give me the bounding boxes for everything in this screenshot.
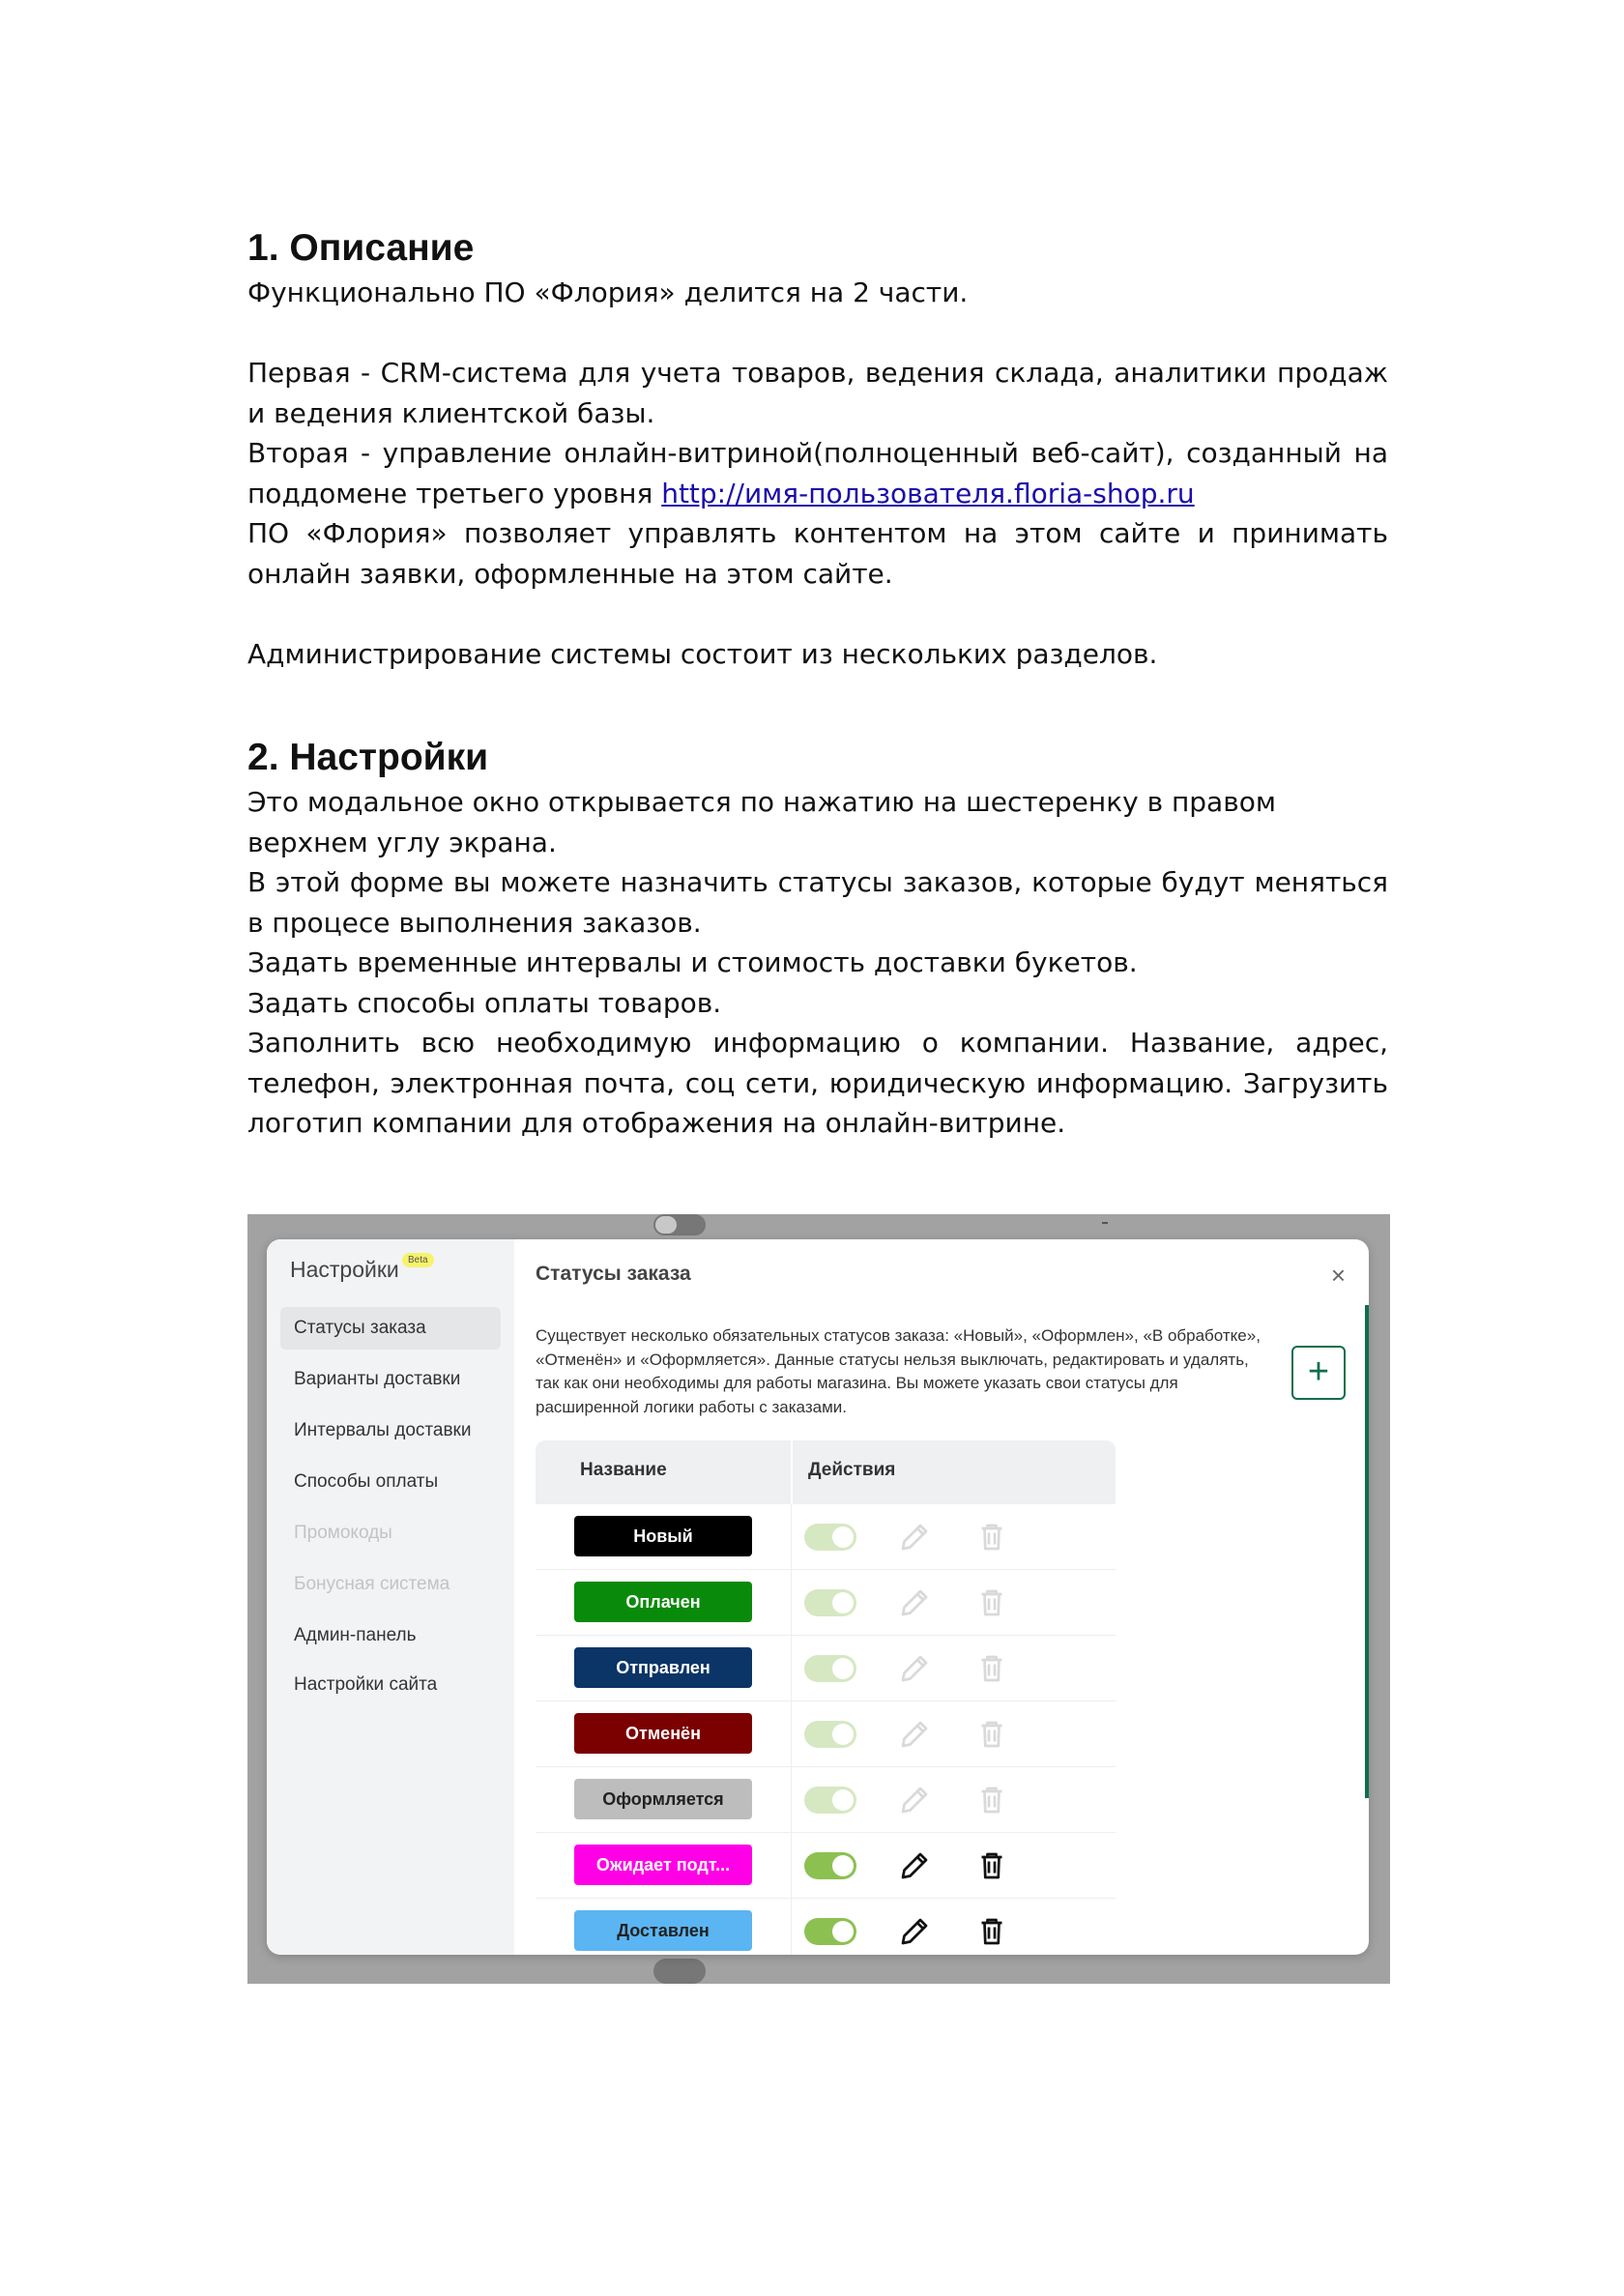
- table-row: [536, 1701, 1116, 1767]
- table-row: [536, 1636, 1116, 1701]
- status-badge: Отправлен: [574, 1647, 752, 1688]
- sidebar-title: Настройки: [290, 1257, 399, 1282]
- section-1-paragraph-3: [247, 433, 1388, 513]
- sidebar-item-site-settings[interactable]: Настройки сайта: [294, 1674, 438, 1695]
- scrollbar[interactable]: [1365, 1305, 1369, 1798]
- sidebar-item-order-statuses[interactable]: Статусы заказа: [280, 1307, 501, 1350]
- delete-icon: [974, 1585, 1009, 1620]
- status-toggle[interactable]: [804, 1852, 856, 1879]
- status-badge: Отменён: [574, 1713, 752, 1754]
- delete-icon: [974, 1717, 1009, 1752]
- table-row: [536, 1833, 1116, 1899]
- sidebar-item-payment-methods[interactable]: Способы оплаты: [294, 1471, 439, 1492]
- section-1-paragraph-2: Первая - CRM-система для учета товаров, ведения склада, аналитики продаж и ведения клиентской базы.: [247, 357, 1388, 429]
- settings-sidebar: [267, 1239, 514, 1955]
- beta-badge: Beta: [402, 1253, 434, 1267]
- background-toggle: [653, 1214, 706, 1235]
- status-toggle: [804, 1787, 856, 1814]
- close-icon[interactable]: ×: [1330, 1261, 1346, 1290]
- modal-title: Статусы заказа: [536, 1263, 691, 1285]
- table-row: [536, 1570, 1116, 1636]
- section-2-paragraph-5: Заполнить всю необходимую информацию о компании. Название, адрес, телефон, электронная почта, соц сети, юридическую информацию. Загрузить логотип компании для отображения на онлайн-витрине.: [247, 1027, 1388, 1139]
- status-toggle: [804, 1589, 856, 1616]
- table-row: [536, 1504, 1116, 1570]
- section-2-paragraph-1: Это модальное окно открывается по нажатию на шестеренку в правом верхнем углу экрана.: [247, 786, 1276, 858]
- status-badge: Оплачен: [574, 1582, 752, 1622]
- add-status-button[interactable]: +: [1291, 1346, 1346, 1400]
- table-header: [536, 1440, 1116, 1504]
- section-2-paragraph-3: Задать временные интервалы и стоимость доставки букетов.: [247, 946, 1138, 978]
- delete-icon[interactable]: [974, 1914, 1009, 1949]
- status-badge: Ожидает подт...: [574, 1845, 752, 1885]
- status-toggle: [804, 1721, 856, 1748]
- section-2-heading: 2. Настройки: [247, 737, 489, 778]
- sidebar-item-admin-panel[interactable]: Админ-панель: [294, 1625, 417, 1645]
- document-body: [247, 224, 1388, 1144]
- edit-icon: [897, 1651, 932, 1686]
- edit-icon: [897, 1783, 932, 1817]
- background-toggle: [653, 1959, 706, 1984]
- column-header-name: Название: [580, 1460, 667, 1480]
- background-dash: [1102, 1222, 1108, 1224]
- edit-icon: [897, 1520, 932, 1555]
- sidebar-item-delivery-intervals[interactable]: Интервалы доставки: [294, 1420, 472, 1440]
- status-toggle[interactable]: [804, 1918, 856, 1945]
- delete-icon: [974, 1520, 1009, 1555]
- delete-icon: [974, 1783, 1009, 1817]
- settings-screenshot: [247, 1214, 1390, 1984]
- section-2-paragraph-4: Задать способы оплаты товаров.: [247, 986, 722, 1019]
- section-2-paragraph-2: В этой форме вы можете назначить статусы заказов, которые будут меняться в процесе выполнения заказов.: [247, 866, 1388, 939]
- table-row: [536, 1767, 1116, 1833]
- section-1-paragraph-5: Администрирование системы состоит из нескольких разделов.: [247, 637, 1158, 670]
- delete-icon: [974, 1651, 1009, 1686]
- status-toggle: [804, 1524, 856, 1551]
- status-badge: Оформляется: [574, 1779, 752, 1819]
- statuses-table: [536, 1440, 1116, 1955]
- status-badge: Новый: [574, 1516, 752, 1556]
- edit-icon: [897, 1585, 932, 1620]
- status-toggle: [804, 1655, 856, 1682]
- section-1-paragraph-3-text: Вторая - управление онлайн-витриной(полноценный веб-сайт), созданный на поддомене третьего уровня: [247, 437, 1388, 509]
- edit-icon: [897, 1717, 932, 1752]
- sidebar-item-promocodes: Промокоды: [294, 1523, 392, 1543]
- edit-icon[interactable]: [897, 1848, 932, 1883]
- section-1-paragraph-4: ПО «Флория» позволяет управлять контентом на этом сайте и принимать онлайн заявки, оформленные на этом сайте.: [247, 517, 1388, 590]
- section-1-heading: 1. Описание: [247, 227, 475, 269]
- column-header-actions: Действия: [808, 1460, 896, 1480]
- settings-modal: [267, 1239, 1369, 1955]
- section-1-paragraph-1: Функционально ПО «Флория» делится на 2 части.: [247, 276, 969, 308]
- status-badge: Доставлен: [574, 1910, 752, 1951]
- settings-main: [514, 1239, 1369, 1955]
- statuses-description: Существует несколько обязательных статусов заказа: «Новый», «Оформлен», «В обработке», «Отменён» и «Оформляется». Данные статусы нельзя выключать, редактировать и удалять, так как они необходимы для работы магазина. Вы можете указать свои статусы для расширенной логики работы с заказами.: [536, 1326, 1261, 1416]
- sidebar-item-bonus-system: Бонусная система: [294, 1574, 450, 1594]
- delete-icon[interactable]: [974, 1848, 1009, 1883]
- table-row: [536, 1899, 1116, 1955]
- subdomain-link[interactable]: http://имя-пользователя.floria-shop.ru: [661, 477, 1195, 509]
- edit-icon[interactable]: [897, 1914, 932, 1949]
- sidebar-item-delivery-options[interactable]: Варианты доставки: [294, 1369, 461, 1389]
